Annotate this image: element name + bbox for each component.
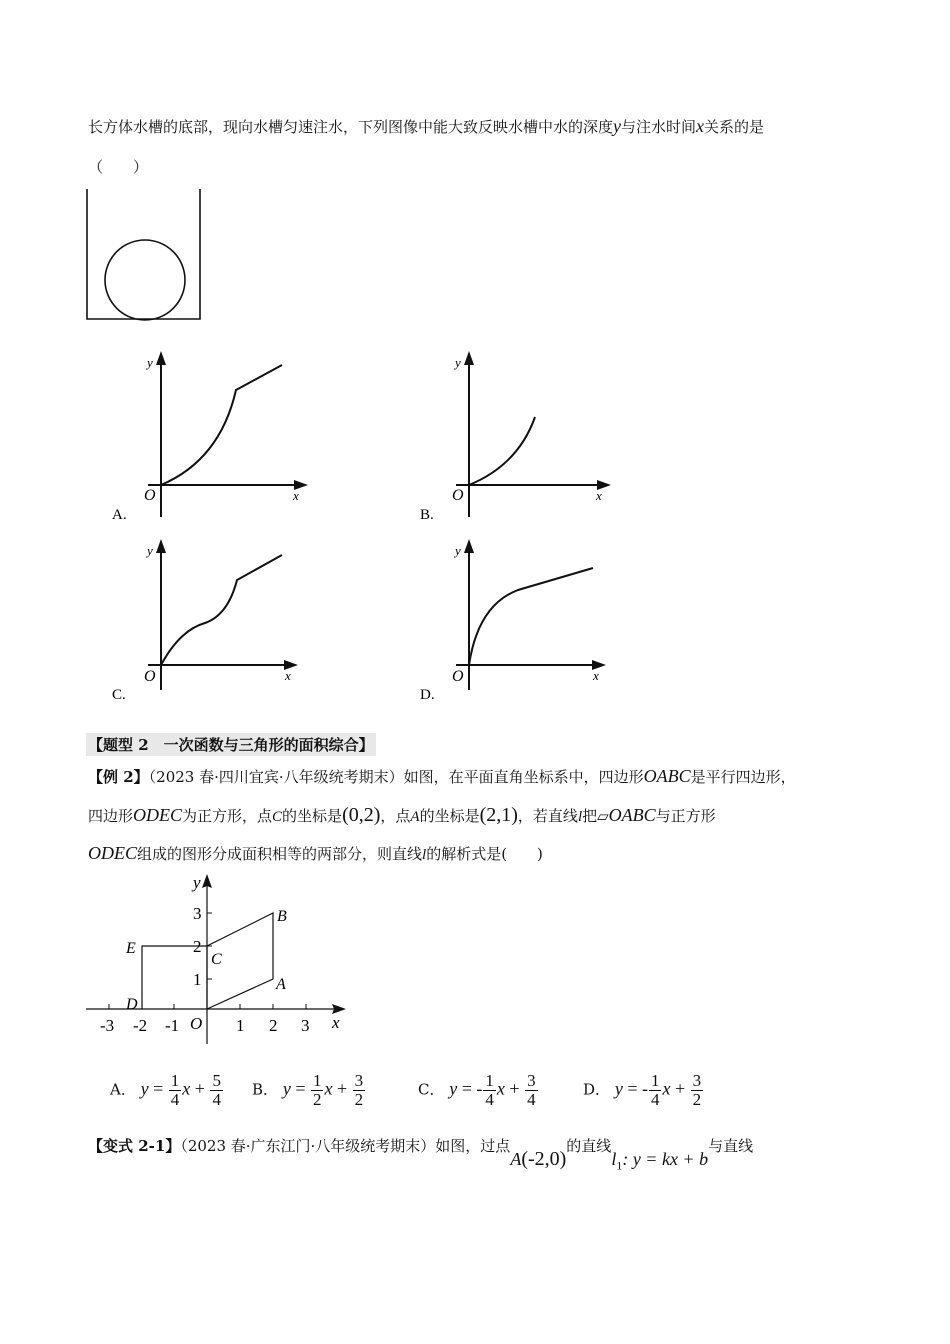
paren-text: （ ） <box>88 158 149 176</box>
ex2-coordinate-figure <box>80 868 360 1048</box>
ex2-line-1 <box>88 766 796 787</box>
tick-x: -2 <box>133 1016 148 1035</box>
axis-x-label: x <box>285 668 291 683</box>
line-name: l <box>611 1149 617 1169</box>
line-l-symbol: l <box>422 847 427 863</box>
label-c: C <box>211 951 222 968</box>
var21-text: 与直线 <box>708 1137 754 1155</box>
ex2-text: 的解析式是( ) <box>426 845 543 863</box>
fraction-num: 3 <box>527 1071 536 1090</box>
point-c-symbol: C <box>272 809 283 825</box>
var-x: x <box>696 116 705 136</box>
origin-label: O <box>144 668 156 685</box>
label-b: B <box>277 908 287 925</box>
fraction-num: 3 <box>354 1071 364 1090</box>
tick-y: 3 <box>193 904 202 923</box>
axis-x-label: x <box>596 488 602 503</box>
origin-label: O <box>452 487 464 504</box>
point-a-coordinate: (-2,0) <box>521 1148 567 1170</box>
graph-option-c <box>100 535 330 705</box>
axis-y-label: y <box>147 355 153 370</box>
ex2-text: 是平行四边形， <box>690 768 796 786</box>
ex2-line-2 <box>88 804 716 827</box>
origin-label: O <box>144 487 156 504</box>
choice-d[interactable]: D． y = - $\frac{1}{4}$ x + $\frac{3}{2}$ <box>583 1071 702 1109</box>
section-title-text: 【题型 2 一次函数与三角形的面积综合】 <box>88 736 374 754</box>
var21-line <box>88 1134 754 1173</box>
ex2-tag: 【例 2】 <box>88 768 149 786</box>
fraction-coef <box>169 1072 182 1109</box>
tick-x: 1 <box>236 1016 245 1035</box>
ex2-text: 的坐标是 <box>419 807 480 825</box>
ex2-text: 四边形 <box>88 807 134 825</box>
var21-source: （2023 春·广东江门·八年级统考期末）如图，过点 <box>180 1137 511 1155</box>
label-y-axis: y <box>193 873 201 892</box>
choice-label: D． <box>583 1080 611 1099</box>
q1-answer-paren <box>88 156 148 177</box>
fraction-den: 2 <box>312 1090 322 1109</box>
point-a-symbol: A <box>410 809 420 825</box>
fraction-const <box>691 1072 704 1109</box>
ex2-text: 与正方形 <box>655 807 716 825</box>
fraction-den: 4 <box>170 1090 180 1109</box>
tick-x: 3 <box>301 1016 310 1035</box>
choice-b[interactable]: B． y = $\frac{1}{2}$ x + $\frac{3}{2}$ <box>252 1071 364 1109</box>
label-origin: O <box>190 1014 203 1033</box>
q1-stem-text-2: 与注水时间 <box>621 118 697 136</box>
ex2-text: 组成的图形分成面积相等的两部分，则直线 <box>137 845 423 863</box>
ex2-line-3 <box>88 843 543 864</box>
choice-label: A． <box>110 1080 136 1099</box>
fraction-num: 1 <box>170 1071 180 1090</box>
line-l1-equation <box>611 1149 709 1173</box>
ex2-text: 把 <box>582 807 598 825</box>
point-a-symbol: A <box>510 1149 522 1169</box>
oabc-symbol: OABC <box>643 766 691 786</box>
graph-option-a <box>100 345 330 530</box>
choice-label: C． <box>418 1080 445 1099</box>
odec-symbol: ODEC <box>88 843 137 863</box>
choice-c[interactable]: C． y = - $\frac{1}{4}$ x + $\frac{3}{4}$ <box>418 1071 536 1109</box>
tick-y: 2 <box>193 937 202 956</box>
var21-tag: 【变式 2-1】 <box>88 1137 181 1155</box>
line-subscript: 1 <box>616 1158 623 1173</box>
fraction-num: 3 <box>692 1071 702 1090</box>
axis-y-label: y <box>147 543 153 558</box>
label-x-axis: x <box>332 1013 340 1032</box>
fraction-coef <box>483 1072 496 1109</box>
fraction-const <box>353 1072 366 1109</box>
label-a: A <box>276 976 286 993</box>
fraction-den: 2 <box>692 1090 702 1109</box>
fraction-den: 4 <box>485 1090 494 1109</box>
ex2-text: 为正方形，点 <box>182 807 273 825</box>
q1-stem-line <box>88 116 764 137</box>
tick-y: 1 <box>193 970 202 989</box>
var21-text: 的直线 <box>566 1137 612 1155</box>
option-a-label: A. <box>112 507 127 523</box>
fraction-den: 2 <box>354 1090 364 1109</box>
tick-x: -3 <box>100 1016 115 1035</box>
line-equation: : y = kx + b <box>622 1149 709 1169</box>
water-tank-figure <box>80 185 210 327</box>
fraction-den: 4 <box>650 1090 660 1109</box>
fraction-coef <box>311 1072 324 1109</box>
q1-stem-text-3: 关系的是 <box>704 118 765 136</box>
ex2-text: ，若直线 <box>517 807 578 825</box>
line-l-symbol: l <box>577 809 583 825</box>
graph-option-d <box>408 535 638 705</box>
axis-y-label: y <box>455 543 461 558</box>
ex2-source: （2023 春·四川宜宾·八年级统考期末）如图，在平面直角坐标系中，四边形 <box>148 768 644 786</box>
fraction-const <box>210 1072 223 1109</box>
graph-option-b <box>408 345 638 530</box>
fraction-den: 4 <box>527 1090 536 1109</box>
oabc-symbol: OABC <box>608 805 656 825</box>
fraction-num: 1 <box>312 1071 322 1090</box>
ex2-text: 的坐标是 <box>282 807 343 825</box>
c-coordinate: (0,2) <box>342 804 381 826</box>
option-b-label: B. <box>420 507 434 523</box>
option-c-label: C. <box>112 687 126 703</box>
a-coordinate: (2,1) <box>479 804 518 826</box>
label-e: E <box>126 940 136 957</box>
axis-x-label: x <box>293 488 299 503</box>
origin-label: O <box>452 668 464 685</box>
var-y: y <box>613 116 622 136</box>
choice-sign: - <box>641 1078 648 1099</box>
tick-x: 2 <box>269 1016 278 1035</box>
fraction-num: 1 <box>650 1071 660 1090</box>
fraction-den: 4 <box>212 1090 221 1109</box>
option-d-label: D. <box>420 687 435 703</box>
axis-y-label: y <box>455 355 461 370</box>
choice-sign: - <box>476 1078 483 1099</box>
label-d: D <box>126 996 138 1013</box>
odec-symbol: ODEC <box>133 805 183 825</box>
q1-stem-text: 长方体水槽的底部，现向水槽匀速注水，下列图像中能大致反映水槽中水的深度 <box>88 118 614 136</box>
section-title <box>86 733 376 756</box>
parallelogram-symbol: ▱ <box>597 807 609 825</box>
fraction-const <box>525 1072 538 1109</box>
choice-a[interactable]: A． y = $\frac{1}{4}$ x + $\frac{5}{4}$ <box>110 1071 221 1109</box>
ex2-text: ，点 <box>380 807 411 825</box>
fraction-num: 5 <box>212 1071 221 1090</box>
tick-x: -1 <box>165 1016 180 1035</box>
fraction-coef <box>649 1072 662 1109</box>
axis-x-label: x <box>593 668 599 683</box>
choice-label: B． <box>252 1080 279 1099</box>
fraction-num: 1 <box>485 1071 494 1090</box>
